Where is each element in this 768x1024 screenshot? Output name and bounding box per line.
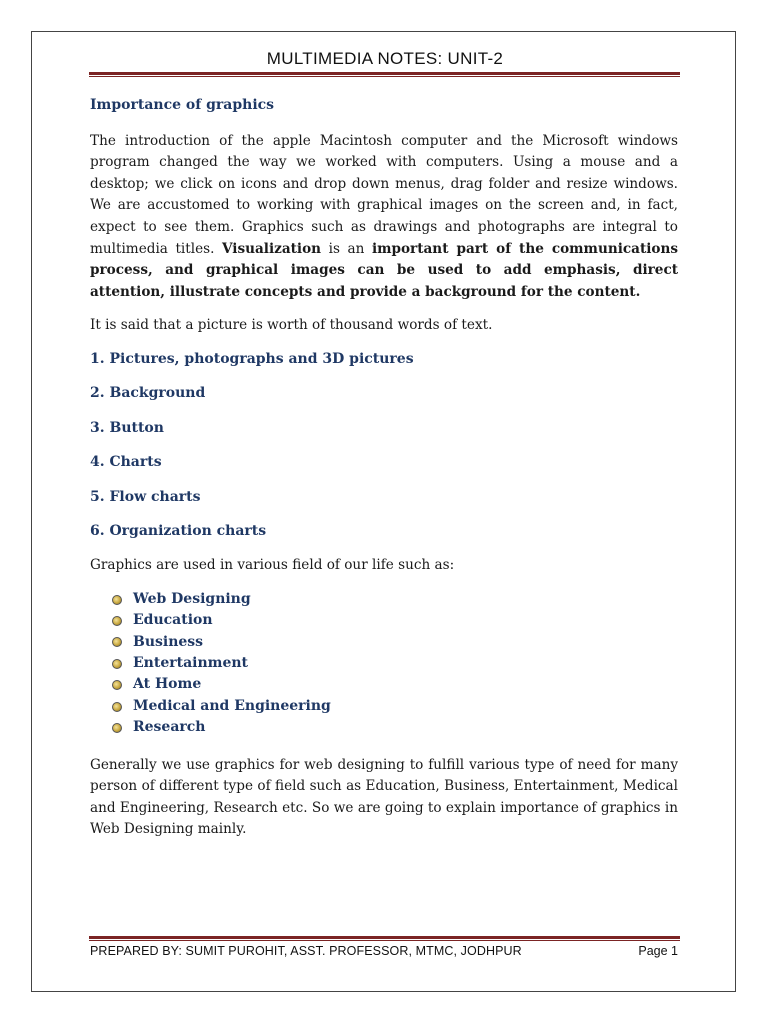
list-item-label: Entertainment [133,654,249,671]
bullet-icon [112,680,122,690]
list-item [112,632,678,653]
list-item-label: Business [133,633,204,650]
intro-bold-emphasis: important part of the communications process, and graphical images can be used to add emphasis, direct attention, illustrate concepts and provide a background for the content. [90,240,679,300]
intro-bold-visualization: Visualization [221,240,322,257]
bullet-icon [112,702,122,712]
intro-paragraph [90,131,678,304]
list-item [112,674,678,695]
list-item-label: Web Designing [133,590,251,607]
list-item-label: At Home [133,676,202,693]
document-body [90,95,678,853]
list-item [112,653,678,674]
footer-rule [89,936,680,941]
intro-text-2: is an [321,240,372,257]
bullet-icon [112,616,122,626]
bullet-icon [112,659,122,669]
list-item [112,696,678,717]
footer-page-number: Page 1 [638,944,678,958]
list-item [112,717,678,738]
numbered-item: 1. Pictures, photographs and 3D pictures [90,350,414,367]
list-item [112,589,678,610]
fields-intro: Graphics are used in various field of our life such as: [90,557,455,574]
picture-saying: It is said that a picture is worth of thousand words of text. [90,317,493,334]
numbered-item: 6. Organization charts [90,522,267,539]
list-item-label: Education [133,612,213,629]
bullet-icon [112,637,122,647]
footer-prepared-by: PREPARED BY: SUMIT PUROHIT, ASST. PROFESSOR, MTMC, JODHPUR [90,944,522,958]
list-item [112,610,678,631]
intro-text-1: The introduction of the apple Macintosh computer and the Microsoft windows program changed the way we worked with computers. Using a mouse and a desktop; we click on icons and drop down menus, drag folder and resize windows. We are accustomed to working with graphical images on the screen and, in fact, expect to see them. Graphics such as drawings and photographs are integral to multimedia titles. [90,132,678,257]
fields-list [90,589,678,739]
numbered-item: 4. Charts [90,454,162,471]
list-item-label: Research [133,719,206,736]
numbered-item: 3. Button [90,419,164,436]
numbered-item: 5. Flow charts [90,488,201,505]
header-rule [89,72,680,77]
list-item-label: Medical and Engineering [133,697,331,714]
bullet-icon [112,595,122,605]
closing-paragraph: Generally we use graphics for web designing to fulfill various type of need for many person of different type of field such as Education, Business, Entertainment, Medical and Engineering, Research etc. So we are going to explain importance of graphics in Web Designing mainly. [90,756,678,838]
section-heading: Importance of graphics [90,97,275,113]
bullet-icon [112,723,122,733]
page-header-title: MULTIMEDIA NOTES: UNIT-2 [266,49,504,68]
numbered-item: 2. Background [90,385,206,402]
